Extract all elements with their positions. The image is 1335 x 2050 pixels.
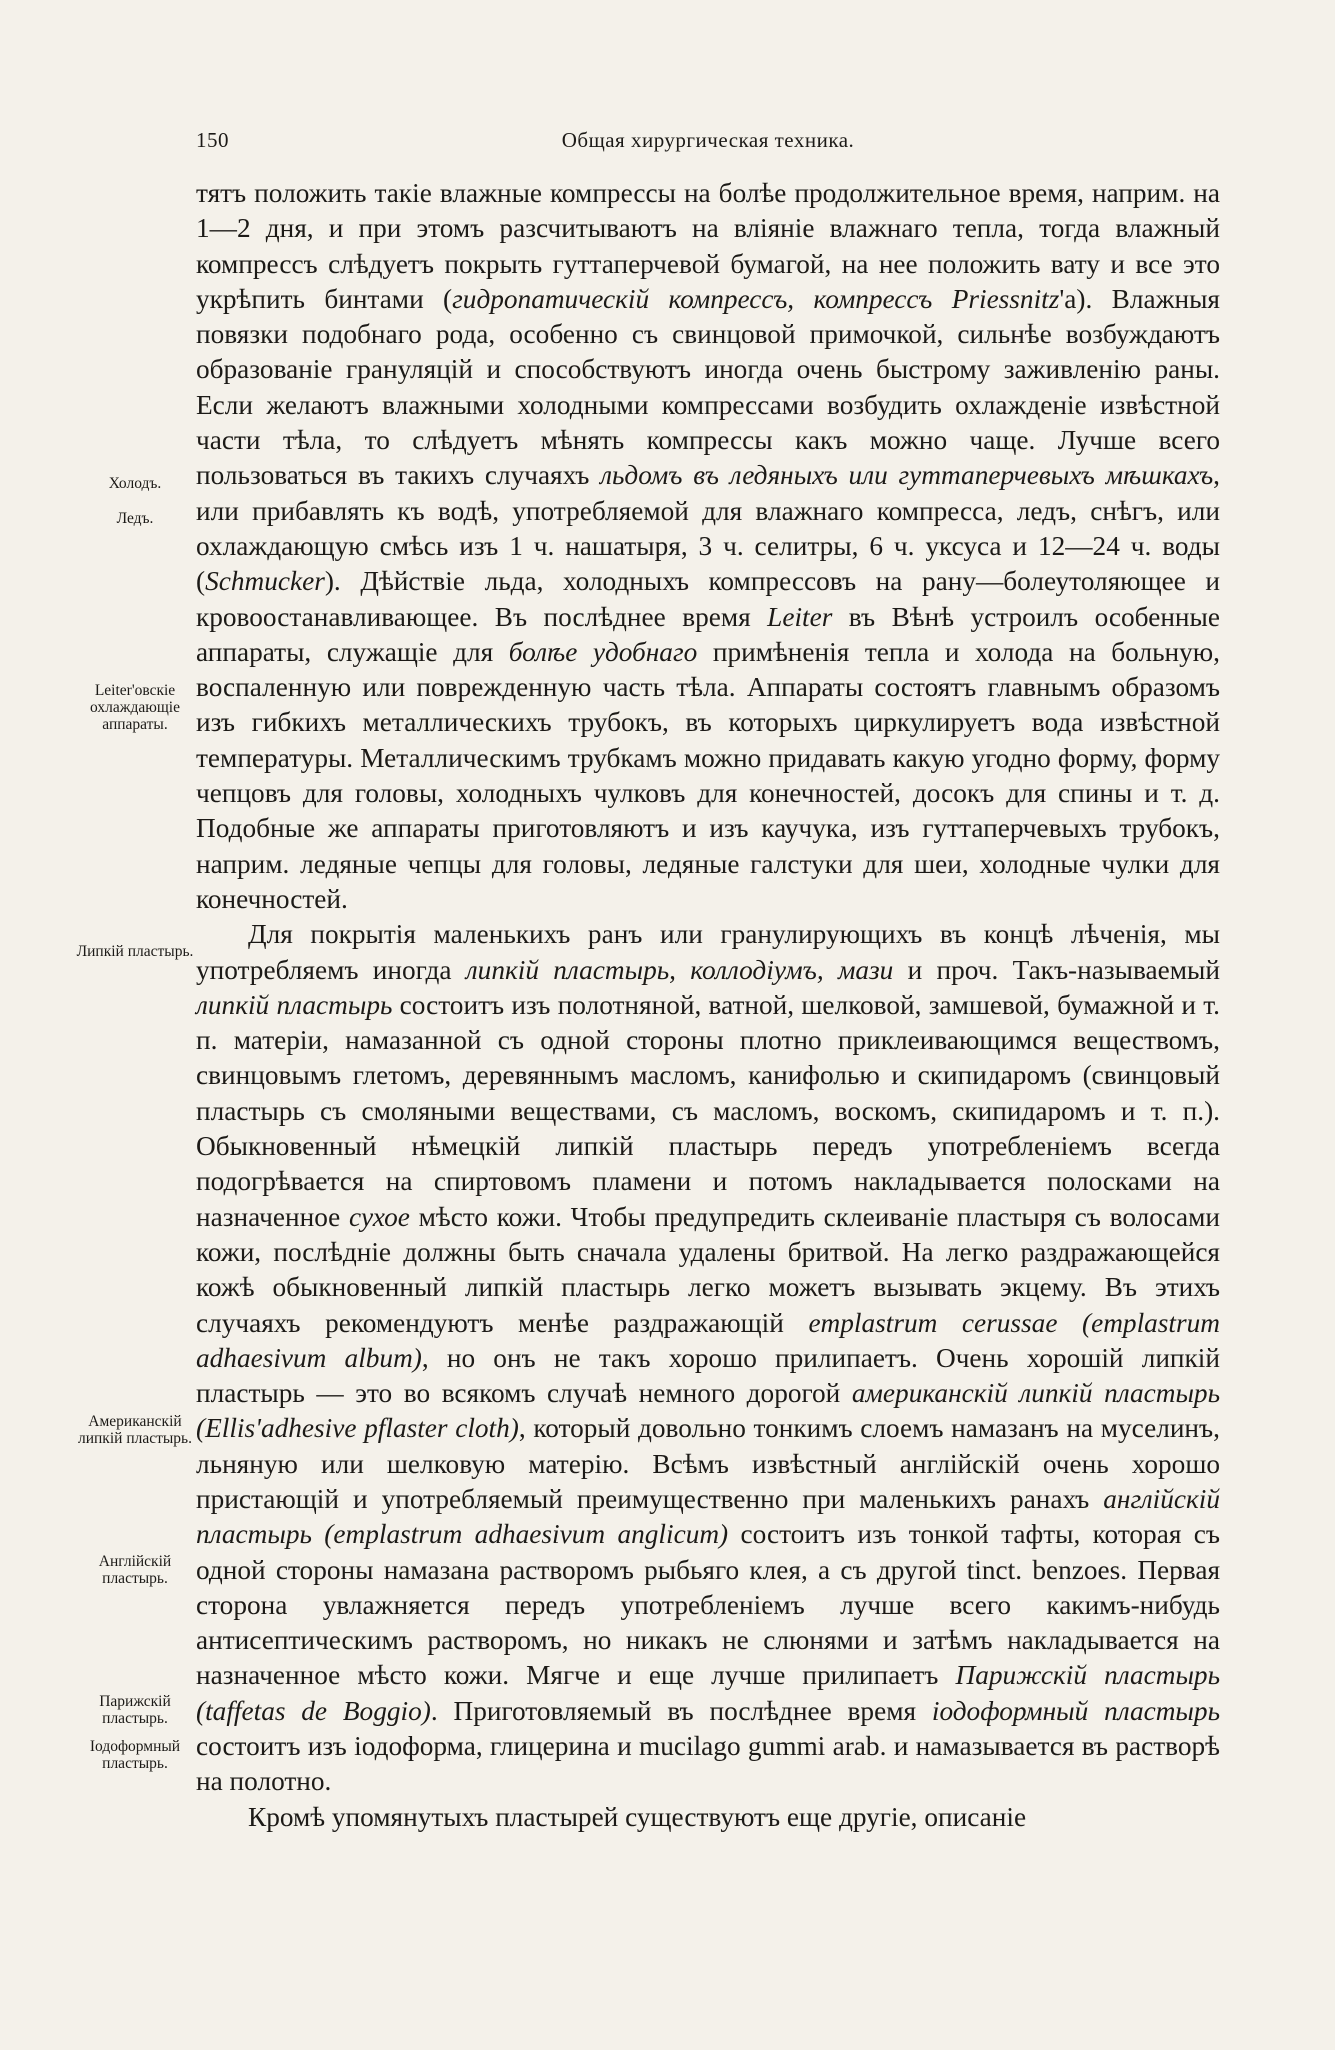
text-run: мѣсто кожи. Чтобы предупредить склеиваніе пластыря съ волосами кожи, послѣдніе должны быть сначала удалены бритвой. На легко раздражающейся кожѣ обыкновенный липкій пластырь легко можетъ вызывать экцему. Въ этихъ случаяхъ рекомендуютъ менѣе раздражающій — [196, 1201, 1220, 1338]
body-text — [196, 176, 1220, 1835]
margin-note-paris-plaster: Парижскій пластырь. — [99, 1693, 171, 1727]
paragraph — [196, 1800, 1220, 1835]
margin-note-iodoform-plaster: Іодоформный пластырь. — [89, 1738, 181, 1772]
text-run: , который довольно тонкимъ слоемъ намазанъ на муселинъ, льняную или шелковую матерію. Всѣмъ извѣстный англійскій очень хорошо пристающій и употребляемый преимущественно при маленькихъ ранахъ — [196, 1413, 1220, 1514]
text-run: и проч. Такъ-называемый — [893, 954, 1220, 985]
italic-text: emplastrum cerussae (emplastrum adhaesivum album) — [196, 1307, 1220, 1373]
margin-note-american-plaster: Американскій липкій пластырь. — [77, 1413, 192, 1447]
italic-text: американскій липкій пластырь (Ellis'adhesive pflaster cloth) — [196, 1378, 1220, 1444]
text-run: тятъ положить такіе влажные компрессы на болѣе продолжительное время, наприм. на 1—2 дня, и при этомъ разсчитываютъ на вліяніе влажнаго тепла, тогда влажный компрессъ слѣдуетъ покрыть гуттаперчевой бумагой, на нее положить вату и все это укрѣпить бинтами ( — [196, 178, 1220, 314]
italic-text: Leiter — [767, 601, 833, 632]
page-header — [196, 128, 1220, 162]
italic-text: Парижскій пластырь (taffetas de Boggio) — [196, 1660, 1221, 1726]
page-number: 150 — [196, 128, 229, 152]
text-run: состоитъ изъ іодоформа, глицерина и mucilago gummi arab. и намазывается въ растворѣ на полотно. — [196, 1731, 1220, 1797]
italic-text: Schmucker — [205, 566, 325, 597]
text-run: , или прибавлять къ водѣ, употребляемой для влажнаго компресса, ледъ, снѣгъ, или охлаждающую смѣсь изъ 1 ч. нашатыря, 3 ч. селитры, 6 ч. уксуса и 12—24 ч. воды ( — [196, 460, 1220, 597]
italic-text: липкій пластырь — [196, 989, 393, 1020]
paragraph — [196, 917, 1220, 1799]
italic-text: англійскій пластырь (emplastrum adhaesivum anglicum) — [196, 1483, 1220, 1550]
italic-text: липкій пластырь, коллодіумъ, мази — [465, 954, 894, 985]
text-run: , но онъ не такъ хорошо прилипаетъ. Очень хорошій липкій пластырь — это во всякомъ случаѣ немного дорогой — [196, 1342, 1220, 1409]
running-title: Общая хирургическая техника. — [561, 128, 855, 152]
text-run: примѣненія тепла и холода на больную, воспаленную или поврежденную часть тѣла. Аппараты состоятъ главнымъ образомъ изъ гибкихъ металлическихъ трубокъ, въ которыхъ циркулируетъ вода извѣстной температуры. Металлическимъ трубкамъ можно придавать какую угодно форму, форму чепцовъ для головы, холодныхъ чулковъ для конечностей, досокъ для спины и т. д. Подобные же аппараты приготовляютъ и изъ каучука, изъ гуттаперчевыхъ трубокъ, наприм. ледяные чепцы для головы, ледяные галстуки для шеи, холодные чулки для конечностей. — [196, 636, 1220, 914]
text-run: ). Дѣйствіе льда, холодныхъ компрессовъ на рану—болеутоляющее и кровоостанавливающее. Въ послѣднее время — [196, 566, 1220, 632]
margin-note-ice: Ледъ. — [116, 510, 154, 527]
italic-text: болѣе удобнаго — [508, 636, 698, 667]
paragraph — [196, 176, 1220, 917]
margin-note-adhesive-plaster: Липкій пластырь. — [76, 943, 194, 960]
text-run: въ Вѣнѣ устроилъ особенные аппараты, служащіе для — [196, 601, 1220, 667]
text-run: состоитъ изъ тонкой тафты, которая съ одной стороны намазана растворомъ рыбьяго клея, а съ другой tinct. benzoes. Первая сторона увлажняется передъ употребленіемъ лучше всего какимъ-нибудь антисептическимъ растворомъ, но никакъ не слюнями и затѣмъ накладывается на назначенное мѣсто кожи. Мягче и еще лучше прилипаетъ — [196, 1519, 1220, 1691]
italic-text: іодоформный пластырь — [931, 1695, 1220, 1726]
italic-text: льдомъ въ ледяныхъ или гуттаперчевыхъ мѣшкахъ — [600, 460, 1214, 491]
margin-note-leiter-apparatus: Leiter'овскіе охлаждающіе аппараты. — [90, 682, 180, 733]
text-run: 'а). Влажныя повязки подобнаго рода, особенно съ свинцовой примочкой, сильнѣе возбуждаютъ образованіе грануляцій и способствуютъ иногда очень быстрому заживленію раны. Если желаютъ влажными холодными компрессами возбудить охлажденіе извѣстной части тѣла, то слѣдуетъ мѣнять компрессы какъ можно чаще. Лучше всего пользоваться въ такихъ случаяхъ — [196, 283, 1220, 491]
italic-text: сухое — [349, 1201, 410, 1232]
text-run: состоитъ изъ полотняной, ватной, шелковой, замшевой, бумажной и т. п. матеріи, намазанной съ одной стороны плотно приклеивающимся веществомъ, свинцовымъ глетомъ, деревяннымъ масломъ, канифолью и скипидаромъ (свинцовый пластырь съ смоляными веществами, съ масломъ, воскомъ, скипидаромъ и т. п.). Обыкновенный нѣмецкій липкій пластырь передъ употребленіемъ всегда подогрѣвается на спиртовомъ пламени и потомъ накладывается полосками на назначенное — [196, 989, 1220, 1232]
text-run: Кромѣ упомянутыхъ пластырей существуютъ еще другіе, описаніе — [248, 1801, 1027, 1832]
margin-note-english-plaster: Англійскій пластырь. — [98, 1553, 172, 1587]
margin-note-cold: Холодъ. — [108, 475, 162, 492]
text-run: Для покрытія маленькихъ ранъ или гранулирующихъ въ концѣ лѣченія, мы употребляемъ иногда — [196, 919, 1220, 985]
italic-text: гидропатическій компрессъ, компрессъ Priessnitz — [452, 283, 1060, 314]
text-run: . Приготовляемый въ послѣднее время — [430, 1695, 932, 1726]
